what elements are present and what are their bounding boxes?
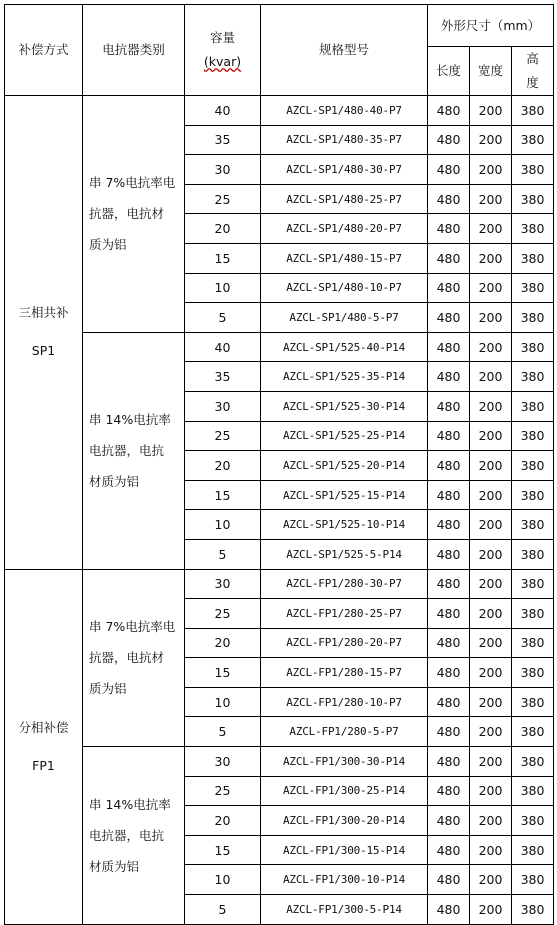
width-cell: 200 xyxy=(470,599,512,629)
height-cell: 380 xyxy=(512,332,554,362)
header-category: 电抗器类别 xyxy=(83,5,185,96)
header-dimensions: 外形尺寸（mm） xyxy=(428,5,554,47)
height-cell: 380 xyxy=(512,865,554,895)
category-line: 串 7%电抗率电 xyxy=(89,175,176,191)
table-row xyxy=(5,569,554,599)
model-cell: AZCL-FP1/280-5-P7 xyxy=(261,717,428,747)
capacity-cell: 5 xyxy=(185,539,261,569)
length-cell: 480 xyxy=(428,599,470,629)
model-cell: AZCL-SP1/480-35-P7 xyxy=(261,125,428,155)
width-cell: 200 xyxy=(470,865,512,895)
height-cell: 380 xyxy=(512,539,554,569)
height-cell: 380 xyxy=(512,391,554,421)
category-line: 电抗器，电抗 xyxy=(89,827,165,843)
capacity-cell: 5 xyxy=(185,895,261,925)
table-row xyxy=(5,96,554,126)
table-header xyxy=(5,5,554,96)
capacity-cell: 30 xyxy=(185,569,261,599)
height-cell: 380 xyxy=(512,806,554,836)
width-cell: 200 xyxy=(470,510,512,540)
table-row xyxy=(5,747,554,777)
method-name: 三相共补 xyxy=(18,305,69,321)
height-cell: 380 xyxy=(512,628,554,658)
height-cell: 380 xyxy=(512,687,554,717)
length-cell: 480 xyxy=(428,569,470,599)
capacity-cell: 15 xyxy=(185,480,261,510)
length-cell: 480 xyxy=(428,155,470,185)
height-cell: 380 xyxy=(512,243,554,273)
method-cell xyxy=(5,96,83,570)
model-cell: AZCL-FP1/300-15-P14 xyxy=(261,835,428,865)
height-cell: 380 xyxy=(512,895,554,925)
length-cell: 480 xyxy=(428,125,470,155)
model-cell: AZCL-SP1/525-30-P14 xyxy=(261,391,428,421)
length-cell: 480 xyxy=(428,687,470,717)
height-cell: 380 xyxy=(512,273,554,303)
height-cell: 380 xyxy=(512,510,554,540)
width-cell: 200 xyxy=(470,480,512,510)
height-cell: 380 xyxy=(512,184,554,214)
model-cell: AZCL-FP1/280-15-P7 xyxy=(261,658,428,688)
height-cell: 380 xyxy=(512,451,554,481)
length-cell: 480 xyxy=(428,273,470,303)
height-cell: 380 xyxy=(512,96,554,126)
model-cell: AZCL-FP1/300-25-P14 xyxy=(261,776,428,806)
header-model: 规格型号 xyxy=(261,5,428,96)
category-line: 抗器，电抗材 xyxy=(89,206,165,222)
width-cell: 200 xyxy=(470,184,512,214)
model-cell: AZCL-SP1/480-25-P7 xyxy=(261,184,428,214)
header-length: 长度 xyxy=(428,47,470,96)
length-cell: 480 xyxy=(428,96,470,126)
width-cell: 200 xyxy=(470,391,512,421)
width-cell: 200 xyxy=(470,806,512,836)
model-cell: AZCL-SP1/480-30-P7 xyxy=(261,155,428,185)
width-cell: 200 xyxy=(470,539,512,569)
capacity-cell: 20 xyxy=(185,628,261,658)
length-cell: 480 xyxy=(428,362,470,392)
width-cell: 200 xyxy=(470,96,512,126)
length-cell: 480 xyxy=(428,332,470,362)
capacity-cell: 25 xyxy=(185,184,261,214)
length-cell: 480 xyxy=(428,184,470,214)
capacity-cell: 25 xyxy=(185,599,261,629)
height-cell: 380 xyxy=(512,421,554,451)
model-cell: AZCL-SP1/480-15-P7 xyxy=(261,243,428,273)
model-cell: AZCL-FP1/300-10-P14 xyxy=(261,865,428,895)
height-cell: 380 xyxy=(512,362,554,392)
category-line: 抗器，电抗材 xyxy=(89,650,165,666)
category-cell xyxy=(83,332,185,569)
header-capacity-label: 容量 xyxy=(209,30,235,45)
length-cell: 480 xyxy=(428,658,470,688)
height-cell: 380 xyxy=(512,303,554,333)
width-cell: 200 xyxy=(470,628,512,658)
header-method: 补偿方式 xyxy=(5,5,83,96)
category-line: 材质为铝 xyxy=(89,474,140,490)
width-cell: 200 xyxy=(470,776,512,806)
width-cell: 200 xyxy=(470,569,512,599)
category-line: 材质为铝 xyxy=(89,858,140,874)
length-cell: 480 xyxy=(428,539,470,569)
capacity-cell: 20 xyxy=(185,214,261,244)
height-cell: 380 xyxy=(512,599,554,629)
header-capacity-unit: (kvar) xyxy=(203,54,242,69)
capacity-cell: 5 xyxy=(185,717,261,747)
model-cell: AZCL-FP1/300-20-P14 xyxy=(261,806,428,836)
capacity-cell: 20 xyxy=(185,451,261,481)
capacity-cell: 40 xyxy=(185,332,261,362)
category-line: 串 14%电抗率 xyxy=(89,412,171,428)
length-cell: 480 xyxy=(428,391,470,421)
height-cell: 380 xyxy=(512,480,554,510)
model-cell: AZCL-SP1/525-15-P14 xyxy=(261,480,428,510)
category-line: 质为铝 xyxy=(89,237,127,253)
capacity-cell: 10 xyxy=(185,865,261,895)
length-cell: 480 xyxy=(428,214,470,244)
model-cell: AZCL-SP1/480-5-P7 xyxy=(261,303,428,333)
model-cell: AZCL-FP1/300-5-P14 xyxy=(261,895,428,925)
capacity-cell: 10 xyxy=(185,510,261,540)
height-cell: 380 xyxy=(512,747,554,777)
length-cell: 480 xyxy=(428,628,470,658)
method-code: FP1 xyxy=(32,757,55,773)
width-cell: 200 xyxy=(470,835,512,865)
width-cell: 200 xyxy=(470,895,512,925)
capacity-cell: 10 xyxy=(185,273,261,303)
width-cell: 200 xyxy=(470,421,512,451)
method-cell xyxy=(5,569,83,924)
method-name: 分相补偿 xyxy=(18,719,69,735)
capacity-cell: 25 xyxy=(185,776,261,806)
height-cell: 380 xyxy=(512,569,554,599)
category-cell xyxy=(83,96,185,333)
model-cell: AZCL-SP1/525-40-P14 xyxy=(261,332,428,362)
width-cell: 200 xyxy=(470,747,512,777)
capacity-cell: 25 xyxy=(185,421,261,451)
height-cell: 380 xyxy=(512,717,554,747)
capacity-cell: 30 xyxy=(185,391,261,421)
header-height xyxy=(512,47,554,96)
capacity-cell: 15 xyxy=(185,658,261,688)
capacity-cell: 35 xyxy=(185,362,261,392)
capacity-cell: 15 xyxy=(185,243,261,273)
length-cell: 480 xyxy=(428,243,470,273)
capacity-cell: 40 xyxy=(185,96,261,126)
length-cell: 480 xyxy=(428,303,470,333)
height-cell: 380 xyxy=(512,214,554,244)
width-cell: 200 xyxy=(470,687,512,717)
spec-table xyxy=(4,4,554,925)
model-cell: AZCL-SP1/480-20-P7 xyxy=(261,214,428,244)
width-cell: 200 xyxy=(470,125,512,155)
model-cell: AZCL-SP1/525-20-P14 xyxy=(261,451,428,481)
model-cell: AZCL-SP1/480-40-P7 xyxy=(261,96,428,126)
length-cell: 480 xyxy=(428,895,470,925)
model-cell: AZCL-SP1/480-10-P7 xyxy=(261,273,428,303)
height-cell: 380 xyxy=(512,658,554,688)
width-cell: 200 xyxy=(470,332,512,362)
model-cell: AZCL-FP1/280-25-P7 xyxy=(261,599,428,629)
model-cell: AZCL-SP1/525-35-P14 xyxy=(261,362,428,392)
width-cell: 200 xyxy=(470,658,512,688)
capacity-cell: 30 xyxy=(185,747,261,777)
height-cell: 380 xyxy=(512,125,554,155)
model-cell: AZCL-FP1/300-30-P14 xyxy=(261,747,428,777)
table-row xyxy=(5,332,554,362)
model-cell: AZCL-SP1/525-25-P14 xyxy=(261,421,428,451)
width-cell: 200 xyxy=(470,214,512,244)
length-cell: 480 xyxy=(428,717,470,747)
capacity-cell: 10 xyxy=(185,687,261,717)
length-cell: 480 xyxy=(428,865,470,895)
height-cell: 380 xyxy=(512,155,554,185)
header-capacity xyxy=(185,5,261,96)
capacity-cell: 35 xyxy=(185,125,261,155)
width-cell: 200 xyxy=(470,155,512,185)
model-cell: AZCL-SP1/525-10-P14 xyxy=(261,510,428,540)
header-height-text: 高度 xyxy=(526,51,539,90)
width-cell: 200 xyxy=(470,273,512,303)
length-cell: 480 xyxy=(428,451,470,481)
model-cell: AZCL-SP1/525-5-P14 xyxy=(261,539,428,569)
length-cell: 480 xyxy=(428,510,470,540)
model-cell: AZCL-FP1/280-30-P7 xyxy=(261,569,428,599)
length-cell: 480 xyxy=(428,835,470,865)
method-code: SP1 xyxy=(31,343,56,359)
width-cell: 200 xyxy=(470,243,512,273)
category-line: 串 7%电抗率电 xyxy=(89,619,176,635)
length-cell: 480 xyxy=(428,747,470,777)
capacity-cell: 30 xyxy=(185,155,261,185)
table-body xyxy=(5,96,554,925)
category-cell xyxy=(83,747,185,925)
width-cell: 200 xyxy=(470,717,512,747)
length-cell: 480 xyxy=(428,480,470,510)
capacity-cell: 5 xyxy=(185,303,261,333)
category-line: 电抗器，电抗 xyxy=(89,443,165,459)
category-line: 质为铝 xyxy=(89,681,127,697)
header-width: 宽度 xyxy=(470,47,512,96)
model-cell: AZCL-FP1/280-10-P7 xyxy=(261,687,428,717)
capacity-cell: 20 xyxy=(185,806,261,836)
model-cell: AZCL-FP1/280-20-P7 xyxy=(261,628,428,658)
category-line: 串 14%电抗率 xyxy=(89,796,171,812)
length-cell: 480 xyxy=(428,421,470,451)
category-cell xyxy=(83,569,185,747)
width-cell: 200 xyxy=(470,362,512,392)
length-cell: 480 xyxy=(428,806,470,836)
height-cell: 380 xyxy=(512,776,554,806)
length-cell: 480 xyxy=(428,776,470,806)
height-cell: 380 xyxy=(512,835,554,865)
width-cell: 200 xyxy=(470,451,512,481)
capacity-cell: 15 xyxy=(185,835,261,865)
width-cell: 200 xyxy=(470,303,512,333)
